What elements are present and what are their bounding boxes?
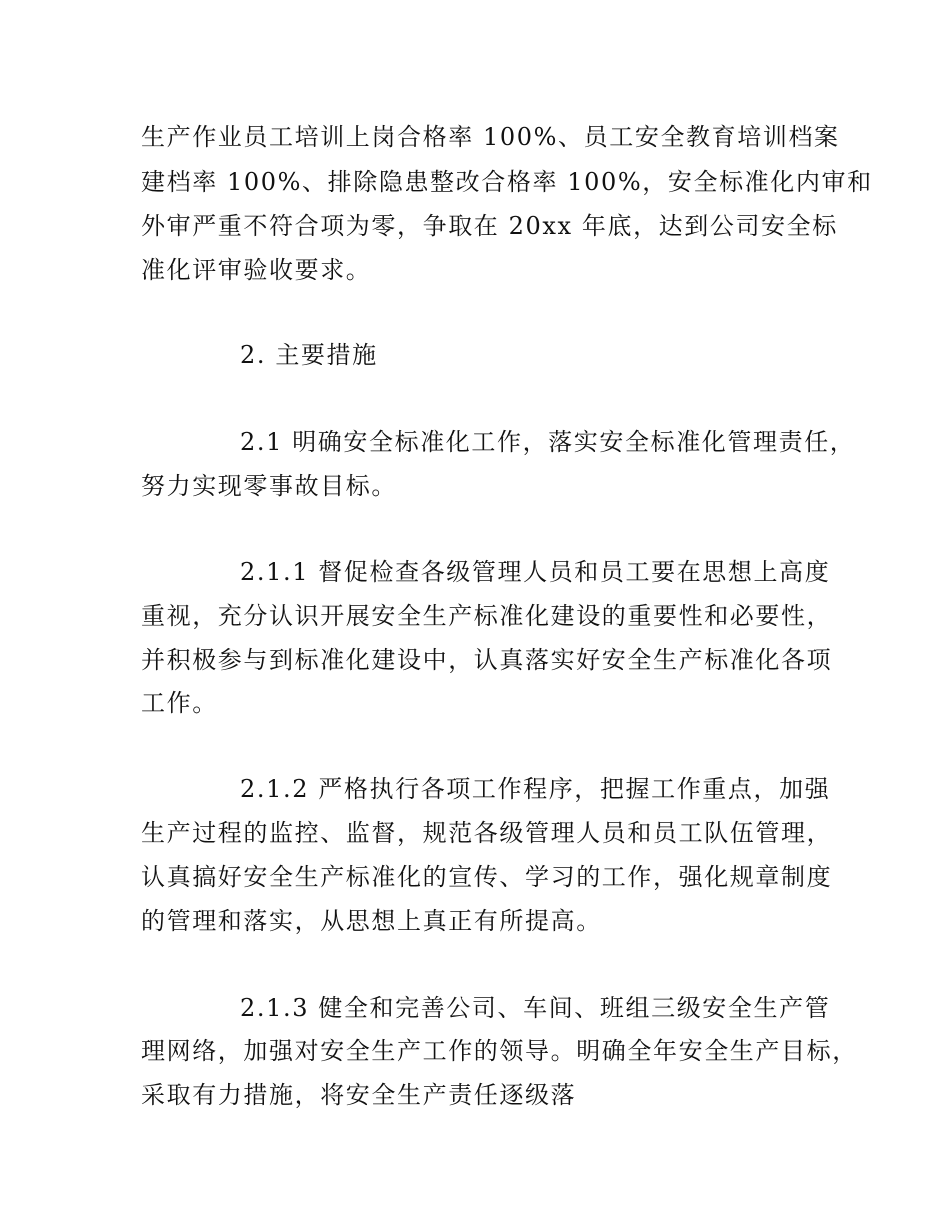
paragraph-line: 2.1.1 督促检查各级管理人员和员工要在思想上高度 — [240, 558, 831, 586]
paragraph-line: 重视，充分认识开展安全生产标准化建设的重要性和必要性， — [141, 602, 833, 630]
paragraph-line: 2.1 明确安全标准化工作，落实安全标准化管理责任， — [240, 428, 856, 456]
paragraph-line: 理网络，加强对安全生产工作的领导。明确全年安全生产目标， — [141, 1037, 858, 1065]
paragraph-line: 2.1.3 健全和完善公司、车间、班组三级安全生产管 — [240, 994, 831, 1022]
paragraph-line: 工作。 — [141, 689, 218, 717]
paragraph-line: 建档率 100%、排除隐患整改合格率 100%，安全标准化内审和 — [141, 168, 873, 196]
paragraph-line: 准化评审验收要求。 — [141, 256, 372, 284]
paragraph-line: 生产作业员工培训上岗合格率 100%、员工安全教育培训档案 — [141, 123, 840, 151]
paragraph-line: 2.1.2 严格执行各项工作程序，把握工作重点，加强 — [240, 775, 831, 803]
paragraph-line: 外审严重不符合项为零，争取在 20xx 年底，达到公司安全标 — [141, 212, 838, 240]
paragraph-line: 生产过程的监控、监督，规范各级管理人员和员工队伍管理， — [141, 819, 833, 847]
paragraph-line: 努力实现零事故目标。 — [141, 472, 397, 500]
paragraph-line: 的管理和落实，从思想上真正有所提高。 — [141, 907, 602, 935]
paragraph-line: 采取有力措施，将安全生产责任逐级落 — [141, 1081, 577, 1109]
paragraph-line: 并积极参与到标准化建设中，认真落实好安全生产标准化各项 — [141, 646, 833, 674]
paragraph-line: 认真搞好安全生产标准化的宣传、学习的工作，强化规章制度 — [141, 863, 833, 891]
section-heading: 2. 主要措施 — [240, 341, 378, 369]
